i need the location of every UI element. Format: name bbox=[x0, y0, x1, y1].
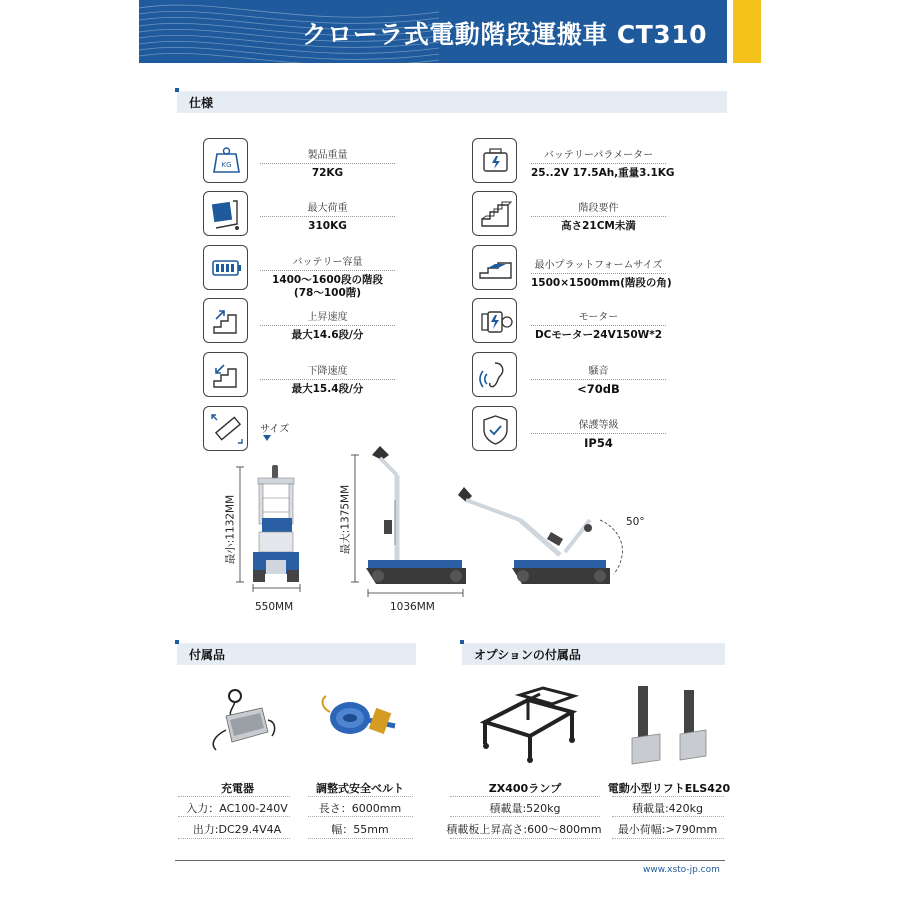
spec-label: 階段要件 bbox=[531, 199, 666, 217]
option-name: ZX400ランプ bbox=[488, 782, 562, 795]
spec-value: 高さ21CM未満 bbox=[561, 220, 636, 232]
spec-value: 1400～1600段の階段 bbox=[272, 274, 383, 286]
spec-value: 25..2V 17.5Ah,重量3.1KG bbox=[531, 167, 675, 179]
svg-text:KG: KG bbox=[221, 161, 232, 169]
spec-label: 下降速度 bbox=[260, 362, 395, 380]
accessory-spec: 出力:DC29.4V4A bbox=[192, 823, 282, 836]
spec-value: DCモーター24V150W*2 bbox=[534, 329, 663, 341]
spec-label: モーター bbox=[531, 308, 666, 326]
accessory-name: 充電器 bbox=[221, 782, 254, 795]
footer-link[interactable]: www.xsto-jp.com bbox=[643, 865, 720, 875]
spec-label: 最大荷重 bbox=[260, 199, 395, 217]
divider bbox=[308, 816, 413, 817]
spec-value: 72KG bbox=[311, 167, 344, 179]
spec-label: バッテリーパラメーター bbox=[531, 146, 666, 164]
spec-value: 最大14.6段/分 bbox=[291, 329, 364, 341]
page-title: クローラ式電動階段運搬車 CT310 bbox=[301, 20, 707, 49]
divider bbox=[178, 838, 290, 839]
spec-label: バッテリー容量 bbox=[260, 253, 395, 271]
spec-label: 最小プラットフォームサイズ bbox=[531, 256, 666, 274]
charger-image bbox=[213, 690, 274, 750]
belt-image bbox=[323, 696, 395, 734]
option-spec: 積載量:520kg bbox=[489, 802, 561, 815]
width-label: 550MM bbox=[255, 601, 294, 613]
footer-divider bbox=[175, 860, 725, 861]
spec-value: 最大15.4段/分 bbox=[291, 383, 364, 395]
option-spec: 積載量:420kg bbox=[631, 802, 704, 815]
divider bbox=[450, 816, 600, 817]
length-label: 1036MM bbox=[390, 601, 435, 613]
divider bbox=[308, 796, 413, 797]
lift-image bbox=[632, 686, 706, 764]
accessory-spec: 入力：AC100-240V bbox=[186, 802, 288, 815]
section-title: オプションの付属品 bbox=[474, 648, 581, 662]
divider bbox=[450, 796, 600, 797]
ramp-image bbox=[483, 688, 575, 763]
divider bbox=[178, 796, 290, 797]
angle-label: 50° bbox=[626, 516, 645, 528]
spec-value: 1500×1500mm(階段の角) bbox=[531, 277, 672, 289]
min-height-label: 最小:1132MM bbox=[224, 494, 237, 565]
section-title: 付属品 bbox=[189, 648, 226, 662]
divider bbox=[178, 816, 290, 817]
accessory-name: 調整式安全ベルト bbox=[316, 782, 404, 795]
spec-value: 310KG bbox=[308, 220, 347, 232]
spec-label: 騒音 bbox=[531, 362, 666, 380]
option-spec: 最小荷幅:>790mm bbox=[617, 823, 718, 836]
spec-value: <70dB bbox=[577, 382, 620, 396]
size-label: サイズ bbox=[260, 424, 290, 435]
divider bbox=[612, 838, 724, 839]
option-name: 電動小型リフトELS420 bbox=[607, 782, 731, 795]
accessory-spec: 長さ：6000mm bbox=[318, 802, 402, 815]
spec-label: 保護等級 bbox=[531, 416, 666, 434]
max-height-label: 最大:1375MM bbox=[339, 484, 352, 555]
accessory-spec: 幅：55mm bbox=[331, 823, 389, 836]
option-spec: 積載板上昇高さ:600～800mm bbox=[446, 823, 602, 836]
section-title: 仕様 bbox=[189, 96, 214, 110]
spec-value: IP54 bbox=[584, 436, 613, 450]
spec-value-sub: (78～100階) bbox=[293, 287, 362, 299]
divider bbox=[308, 838, 413, 839]
spec-label: 上昇速度 bbox=[260, 308, 395, 326]
divider bbox=[450, 838, 600, 839]
divider bbox=[612, 796, 724, 797]
divider bbox=[612, 816, 724, 817]
spec-label: 製品重量 bbox=[260, 146, 395, 164]
